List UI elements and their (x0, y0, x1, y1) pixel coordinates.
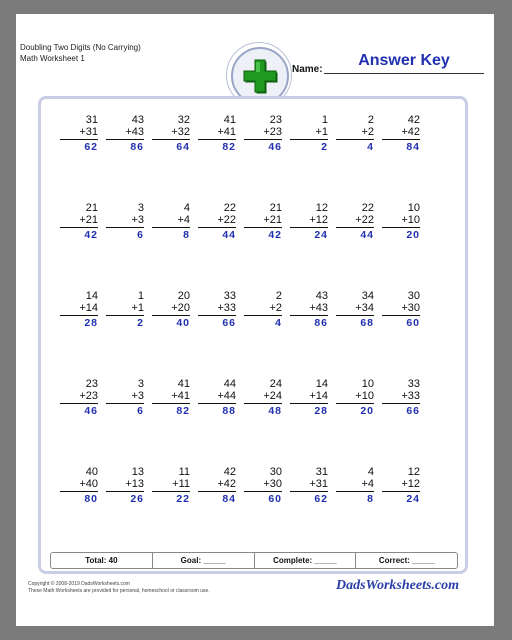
plus-icon (242, 58, 278, 94)
problem (290, 378, 328, 418)
problem (382, 114, 420, 154)
addend-top: 43 (315, 290, 328, 302)
answer: 80 (84, 493, 98, 505)
problem (290, 202, 328, 242)
addend-bottom: +33 (382, 390, 420, 404)
addend-bottom: +14 (60, 302, 98, 316)
addend-bottom: +3 (106, 214, 144, 228)
problem (152, 202, 190, 242)
addend-top: 1 (137, 290, 144, 302)
complete-cell: Complete: _____ (255, 553, 357, 568)
problem (106, 114, 144, 154)
title-line-1: Doubling Two Digits (No Carrying) (20, 43, 141, 52)
addend-top: 42 (223, 466, 236, 478)
answer: 22 (176, 493, 190, 505)
answer: 62 (84, 141, 98, 153)
addend-bottom: +11 (152, 478, 190, 492)
problem (382, 290, 420, 330)
problem (336, 114, 374, 154)
problem (106, 466, 144, 506)
answer: 8 (183, 229, 190, 241)
copyright-line-2: These Math Worksheets are provided for personal, homeschool or classroom use. (28, 588, 210, 594)
addend-top: 2 (275, 290, 282, 302)
answer: 44 (222, 229, 236, 241)
answer: 82 (222, 141, 236, 153)
answer: 60 (406, 317, 420, 329)
problem (290, 290, 328, 330)
problem (382, 202, 420, 242)
problem (60, 202, 98, 242)
addend-bottom: +31 (60, 126, 98, 140)
addend-bottom: +10 (382, 214, 420, 228)
addend-bottom: +31 (290, 478, 328, 492)
answer: 86 (314, 317, 328, 329)
copyright-notice (28, 581, 210, 595)
answer: 84 (406, 141, 420, 153)
addend-bottom: +34 (336, 302, 374, 316)
answer: 40 (176, 317, 190, 329)
problem (60, 290, 98, 330)
addend-top: 11 (178, 466, 190, 478)
score-footer (50, 552, 458, 569)
problem (152, 290, 190, 330)
addend-top: 23 (85, 378, 98, 390)
problem (60, 466, 98, 506)
answer: 62 (314, 493, 328, 505)
addend-top: 23 (269, 114, 282, 126)
addend-top: 30 (269, 466, 282, 478)
answer: 24 (406, 493, 420, 505)
addend-top: 22 (361, 202, 374, 214)
addend-top: 21 (85, 202, 98, 214)
addend-top: 32 (177, 114, 190, 126)
addend-top: 33 (223, 290, 236, 302)
addend-bottom: +43 (290, 302, 328, 316)
name-label: Name: (292, 64, 323, 75)
answer: 6 (137, 405, 144, 417)
addend-top: 34 (361, 290, 374, 302)
addend-top: 43 (131, 114, 144, 126)
answer: 48 (268, 405, 282, 417)
problem (60, 114, 98, 154)
answer: 68 (360, 317, 374, 329)
addend-top: 41 (177, 378, 190, 390)
answer: 4 (367, 141, 374, 153)
addend-bottom: +30 (382, 302, 420, 316)
answer: 6 (137, 229, 144, 241)
addend-bottom: +41 (152, 390, 190, 404)
total-cell: Total: 40 (51, 553, 153, 568)
addend-bottom: +32 (152, 126, 190, 140)
addend-top: 30 (407, 290, 420, 302)
addend-bottom: +42 (198, 478, 236, 492)
problem (382, 378, 420, 418)
addend-top: 12 (315, 202, 328, 214)
problem (198, 466, 236, 506)
problem (152, 114, 190, 154)
addend-top: 4 (183, 202, 190, 214)
addend-bottom: +23 (244, 126, 282, 140)
problem (60, 378, 98, 418)
problem (198, 114, 236, 154)
name-line (324, 73, 484, 74)
answer: 86 (130, 141, 144, 153)
site-logo: DadsWorksheets.com (336, 578, 460, 593)
addend-top: 2 (367, 114, 374, 126)
addend-top: 44 (223, 378, 236, 390)
addend-bottom: +22 (198, 214, 236, 228)
answer: 8 (367, 493, 374, 505)
addend-top: 10 (361, 378, 374, 390)
addend-bottom: +20 (152, 302, 190, 316)
answer: 2 (137, 317, 144, 329)
addend-bottom: +21 (244, 214, 282, 228)
problem (290, 466, 328, 506)
addend-top: 3 (137, 378, 144, 390)
addend-top: 41 (223, 114, 236, 126)
addend-top: 40 (85, 466, 98, 478)
problem (152, 466, 190, 506)
problem (336, 290, 374, 330)
addend-top: 33 (407, 378, 420, 390)
addend-top: 13 (131, 466, 144, 478)
addend-bottom: +23 (60, 390, 98, 404)
addend-bottom: +12 (382, 478, 420, 492)
correct-cell: Correct: _____ (378, 556, 435, 565)
addend-bottom: +24 (244, 390, 282, 404)
addend-top: 14 (315, 378, 328, 390)
answer: 46 (268, 141, 282, 153)
addend-bottom: +14 (290, 390, 328, 404)
answer: 24 (314, 229, 328, 241)
problem (244, 466, 282, 506)
problem (106, 202, 144, 242)
addend-bottom: +1 (290, 126, 328, 140)
title-line-2: Math Worksheet 1 (20, 54, 85, 63)
answer: 42 (268, 229, 282, 241)
addend-bottom: +22 (336, 214, 374, 228)
addend-top: 4 (367, 466, 374, 478)
addend-bottom: +44 (198, 390, 236, 404)
addend-bottom: +12 (290, 214, 328, 228)
addend-bottom: +4 (152, 214, 190, 228)
problem (152, 378, 190, 418)
problem (244, 378, 282, 418)
addend-bottom: +43 (106, 126, 144, 140)
addend-bottom: +1 (106, 302, 144, 316)
problem (244, 114, 282, 154)
problem (336, 378, 374, 418)
problem (290, 114, 328, 154)
addend-bottom: +40 (60, 478, 98, 492)
addend-top: 1 (321, 114, 328, 126)
addend-top: 24 (269, 378, 282, 390)
answer: 64 (176, 141, 190, 153)
addend-bottom: +2 (336, 126, 374, 140)
problem (382, 466, 420, 506)
answer: 4 (275, 317, 282, 329)
problem (198, 290, 236, 330)
answer: 44 (360, 229, 374, 241)
addend-top: 20 (177, 290, 190, 302)
problem (244, 202, 282, 242)
addend-top: 22 (223, 202, 236, 214)
answer: 82 (176, 405, 190, 417)
addend-top: 42 (407, 114, 420, 126)
answer: 84 (222, 493, 236, 505)
addend-bottom: +2 (244, 302, 282, 316)
addend-top: 21 (269, 202, 282, 214)
addend-top: 31 (85, 114, 98, 126)
addend-top: 10 (407, 202, 420, 214)
addend-bottom: +41 (198, 126, 236, 140)
problem (336, 202, 374, 242)
addend-top: 14 (85, 290, 98, 302)
problem (244, 290, 282, 330)
addend-bottom: +30 (244, 478, 282, 492)
addend-bottom: +3 (106, 390, 144, 404)
answer: 66 (406, 405, 420, 417)
problem (336, 466, 374, 506)
problem (198, 378, 236, 418)
addend-bottom: +4 (336, 478, 374, 492)
problem (198, 202, 236, 242)
addend-bottom: +33 (198, 302, 236, 316)
answer: 88 (222, 405, 236, 417)
addend-top: 12 (407, 466, 420, 478)
answer: 20 (406, 229, 420, 241)
answer: 60 (268, 493, 282, 505)
addend-bottom: +21 (60, 214, 98, 228)
answer: 46 (84, 405, 98, 417)
answer: 66 (222, 317, 236, 329)
addend-bottom: +13 (106, 478, 144, 492)
answer: 28 (84, 317, 98, 329)
addend-top: 31 (315, 466, 328, 478)
worksheet-title (20, 42, 141, 64)
answer: 20 (360, 405, 374, 417)
copyright-line-1: Copyright © 2008-2019 DadsWorksheets.com (28, 581, 130, 587)
answer: 2 (321, 141, 328, 153)
problem (106, 378, 144, 418)
answer: 28 (314, 405, 328, 417)
answer: 26 (130, 493, 144, 505)
addend-top: 3 (137, 202, 144, 214)
problem (106, 290, 144, 330)
answer-key-label: Answer Key (358, 52, 450, 69)
goal-cell: Goal: _____ (153, 553, 255, 568)
addend-bottom: +42 (382, 126, 420, 140)
addend-bottom: +10 (336, 390, 374, 404)
answer: 42 (84, 229, 98, 241)
